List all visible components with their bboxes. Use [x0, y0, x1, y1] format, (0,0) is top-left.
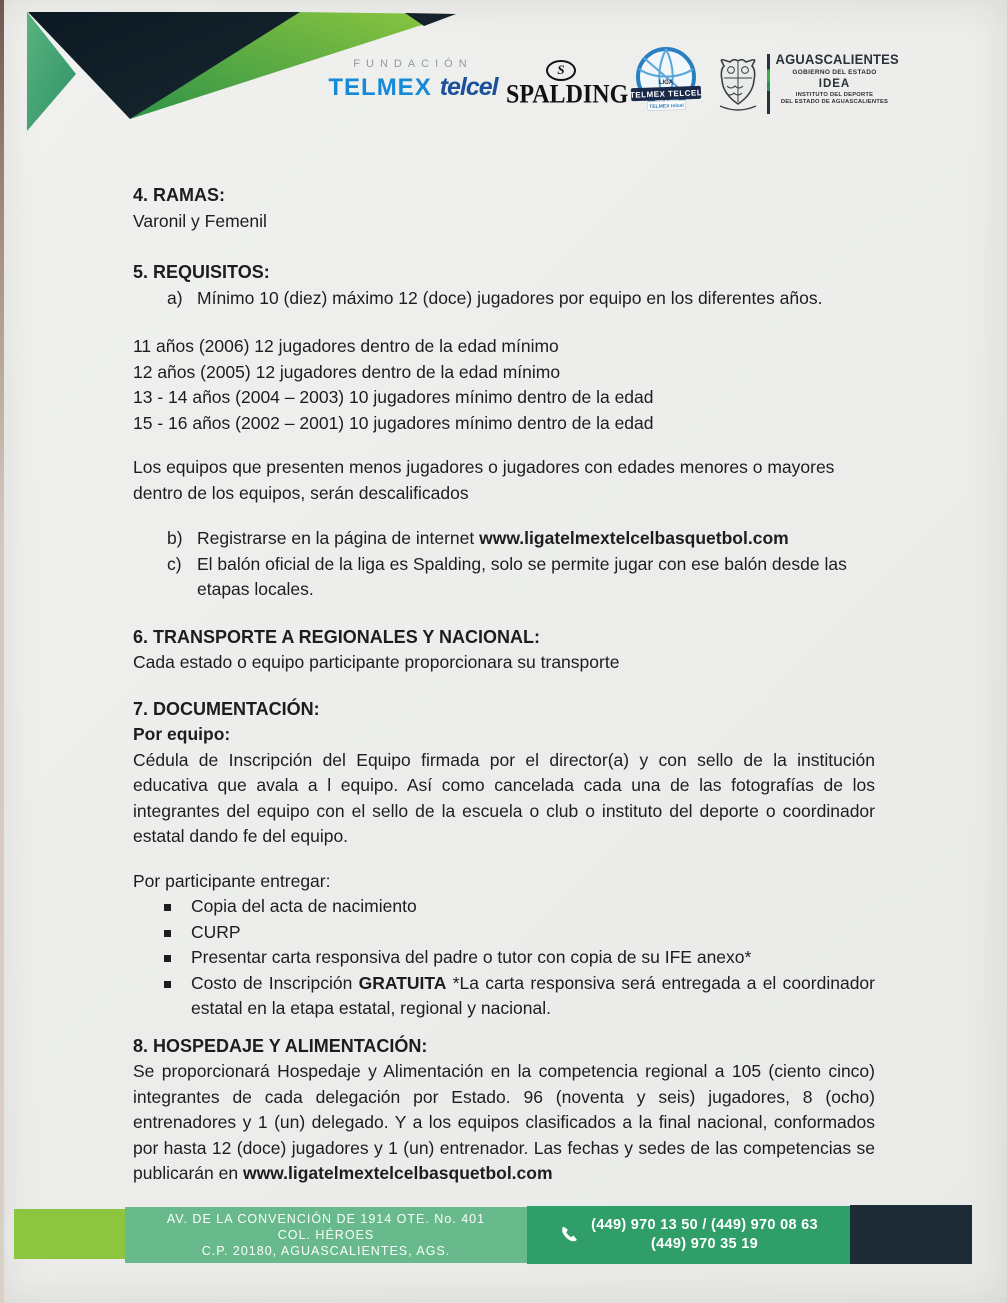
idea-label: IDEA	[818, 78, 851, 90]
spalding-logo	[506, 60, 629, 110]
footer-phone-band	[527, 1206, 850, 1264]
age-rule-line: 11 años (2006) 12 jugadores dentro de la edad mínimo	[133, 336, 559, 356]
logo-separator	[767, 54, 770, 114]
address-line-1: AV. DE LA CONVENCIÓN DE 1914 OTE. No. 401	[166, 1212, 486, 1226]
por-equipo-subtitle: Por equipo:	[133, 724, 231, 744]
fundacion-telmex-telcel-logo	[308, 58, 518, 102]
requisito-item-a: a) Mínimo 10 (diez) máximo 12 (doce) jugadores por equipo en los diferentes años.	[133, 286, 875, 312]
por-participante-subtitle: Por participante entregar:	[133, 870, 331, 891]
document-text	[133, 183, 875, 1187]
section-7-title: 7. DOCUMENTACIÓN:	[133, 698, 320, 719]
footer-navy-block	[850, 1205, 972, 1264]
age-rule-line: 13 - 14 años (2004 – 2003) 10 jugadores mínimo dentro de la edad	[133, 387, 654, 407]
gobierno-del-estado-label: GOBIERNO DEL ESTADO	[792, 69, 877, 76]
gratuita-emphasis: GRATUITA	[358, 972, 447, 993]
square-bullet-icon	[164, 955, 171, 962]
aguascalientes-coat-of-arms-icon	[716, 56, 760, 116]
address-line-3: C.P. 20180, AGUASCALIENTES, AGS.	[201, 1244, 451, 1258]
item-letter: b)	[167, 528, 183, 548]
section-4-title: 4. RAMAS:	[133, 185, 226, 205]
bullet-item: Copia del acta de nacimiento	[133, 894, 875, 920]
section-4-body: Varonil y Femenil	[133, 210, 267, 231]
footer-address-band	[125, 1207, 527, 1263]
item-letter: c)	[167, 553, 182, 574]
instituto-deporte-label: INSTITUTO DEL DEPORTE DEL ESTADO DE AGUASCALIENTES	[780, 92, 889, 105]
section-5-title: 5. REQUISITOS:	[133, 262, 270, 282]
hospedaje-paragraph: Se proporcionará Hospedaje y Alimentación en la competencia regional a 105 (ciento cinco) integrantes de cada delegación por Estado. 96 (noventa y seis) jugadores, 8 (ocho) entrenadores y 1 (un) delegado. Y a los equipos clasificados a la final nacional, conformados por hasta 12 (doce) jugadores y 1 (un) entrenador. Las fechas y sedes de las competencias se publicarán en www.ligatelmextelcelbasquetbol.com	[133, 1061, 875, 1183]
spalding-wordmark: SPALDING	[506, 80, 629, 110]
age-rule-line: 12 años (2005) 12 jugadores dentro de la edad mínimo	[133, 361, 561, 382]
basketball-icon	[627, 45, 705, 125]
photo-edge-shadow	[0, 0, 4, 1303]
telcel-wordmark: telcel	[439, 73, 498, 101]
schedule-url: www.ligatelmextelcelbasquetbol.com	[242, 1163, 553, 1183]
liga-telmex-telcel-logo	[627, 45, 705, 130]
liga-sub-banner-text: TELMEX telcel	[649, 102, 684, 111]
footer-lime-block	[14, 1209, 125, 1259]
square-bullet-icon	[164, 904, 171, 911]
address-line-2: COL. HÉROES	[277, 1228, 375, 1242]
bullet-item: CURP	[133, 920, 875, 946]
item-letter: a)	[167, 287, 183, 308]
requisito-item-b: b) Registrarse en la página de internet www.ligatelmextelcelbasquetbol.com	[133, 526, 875, 552]
square-bullet-icon	[164, 981, 171, 988]
liga-label: LIGA	[658, 80, 674, 86]
bullet-item: Presentar carta responsiva del padre o tutor con copia de su IFE anexo*	[133, 945, 875, 971]
requisito-item-c: c) El balón oficial de la liga es Spalding, solo se permite jugar con ese balón desde las etapas locales.	[133, 552, 875, 603]
age-rule-line: 15 - 16 años (2002 – 2001) 10 jugadores mínimo dentro de la edad	[133, 412, 654, 433]
cedula-paragraph: Cédula de Inscripción del Equipo firmada por el director(a) y con sello de la institución educativa que avala a l equipo. Así como cancelada cada una de las fotografías de los integrantes del equipo con el sello de la escuela o club o instituto del deporte o coordinador estatal dando fe del equipo.	[133, 749, 875, 846]
phone-line-1: (449) 970 13 50 / (449) 970 08 63	[591, 1217, 818, 1233]
registration-url: www.ligatelmextelcelbasquetbol.com	[479, 528, 789, 548]
phone-line-2: (449) 970 35 19	[651, 1236, 758, 1252]
liga-banner-text: TELMEX TELCEL	[629, 88, 703, 100]
section-6-title: 6. TRANSPORTE A REGIONALES Y NACIONAL:	[133, 626, 541, 647]
fundacion-label: FUNDACIÓN	[353, 58, 473, 70]
disqualification-note: Los equipos que presenten menos jugadores o jugadores con edades menores o mayores dentro de los equipos, serán descalificados	[133, 457, 835, 503]
phone-icon	[559, 1224, 581, 1246]
section-6-body: Cada estado o equipo participante proporcionara su transporte	[133, 652, 620, 672]
spalding-monogram-icon: S	[546, 60, 576, 81]
bullet-item-cost: Costo de Inscripción GRATUITA *La carta responsiva será entregada a el coordinador estatal en la etapa estatal, regional y nacional.	[133, 971, 875, 1022]
section-8-title: 8. HOSPEDAJE Y ALIMENTACIÓN:	[133, 1035, 428, 1056]
aguascalientes-wordmark: AGUASCALIENTES	[775, 51, 899, 68]
square-bullet-icon	[164, 930, 171, 937]
footer	[0, 1205, 1007, 1267]
aguascalientes-gobierno-logo	[716, 51, 899, 116]
telmex-wordmark: TELMEX	[328, 74, 432, 101]
